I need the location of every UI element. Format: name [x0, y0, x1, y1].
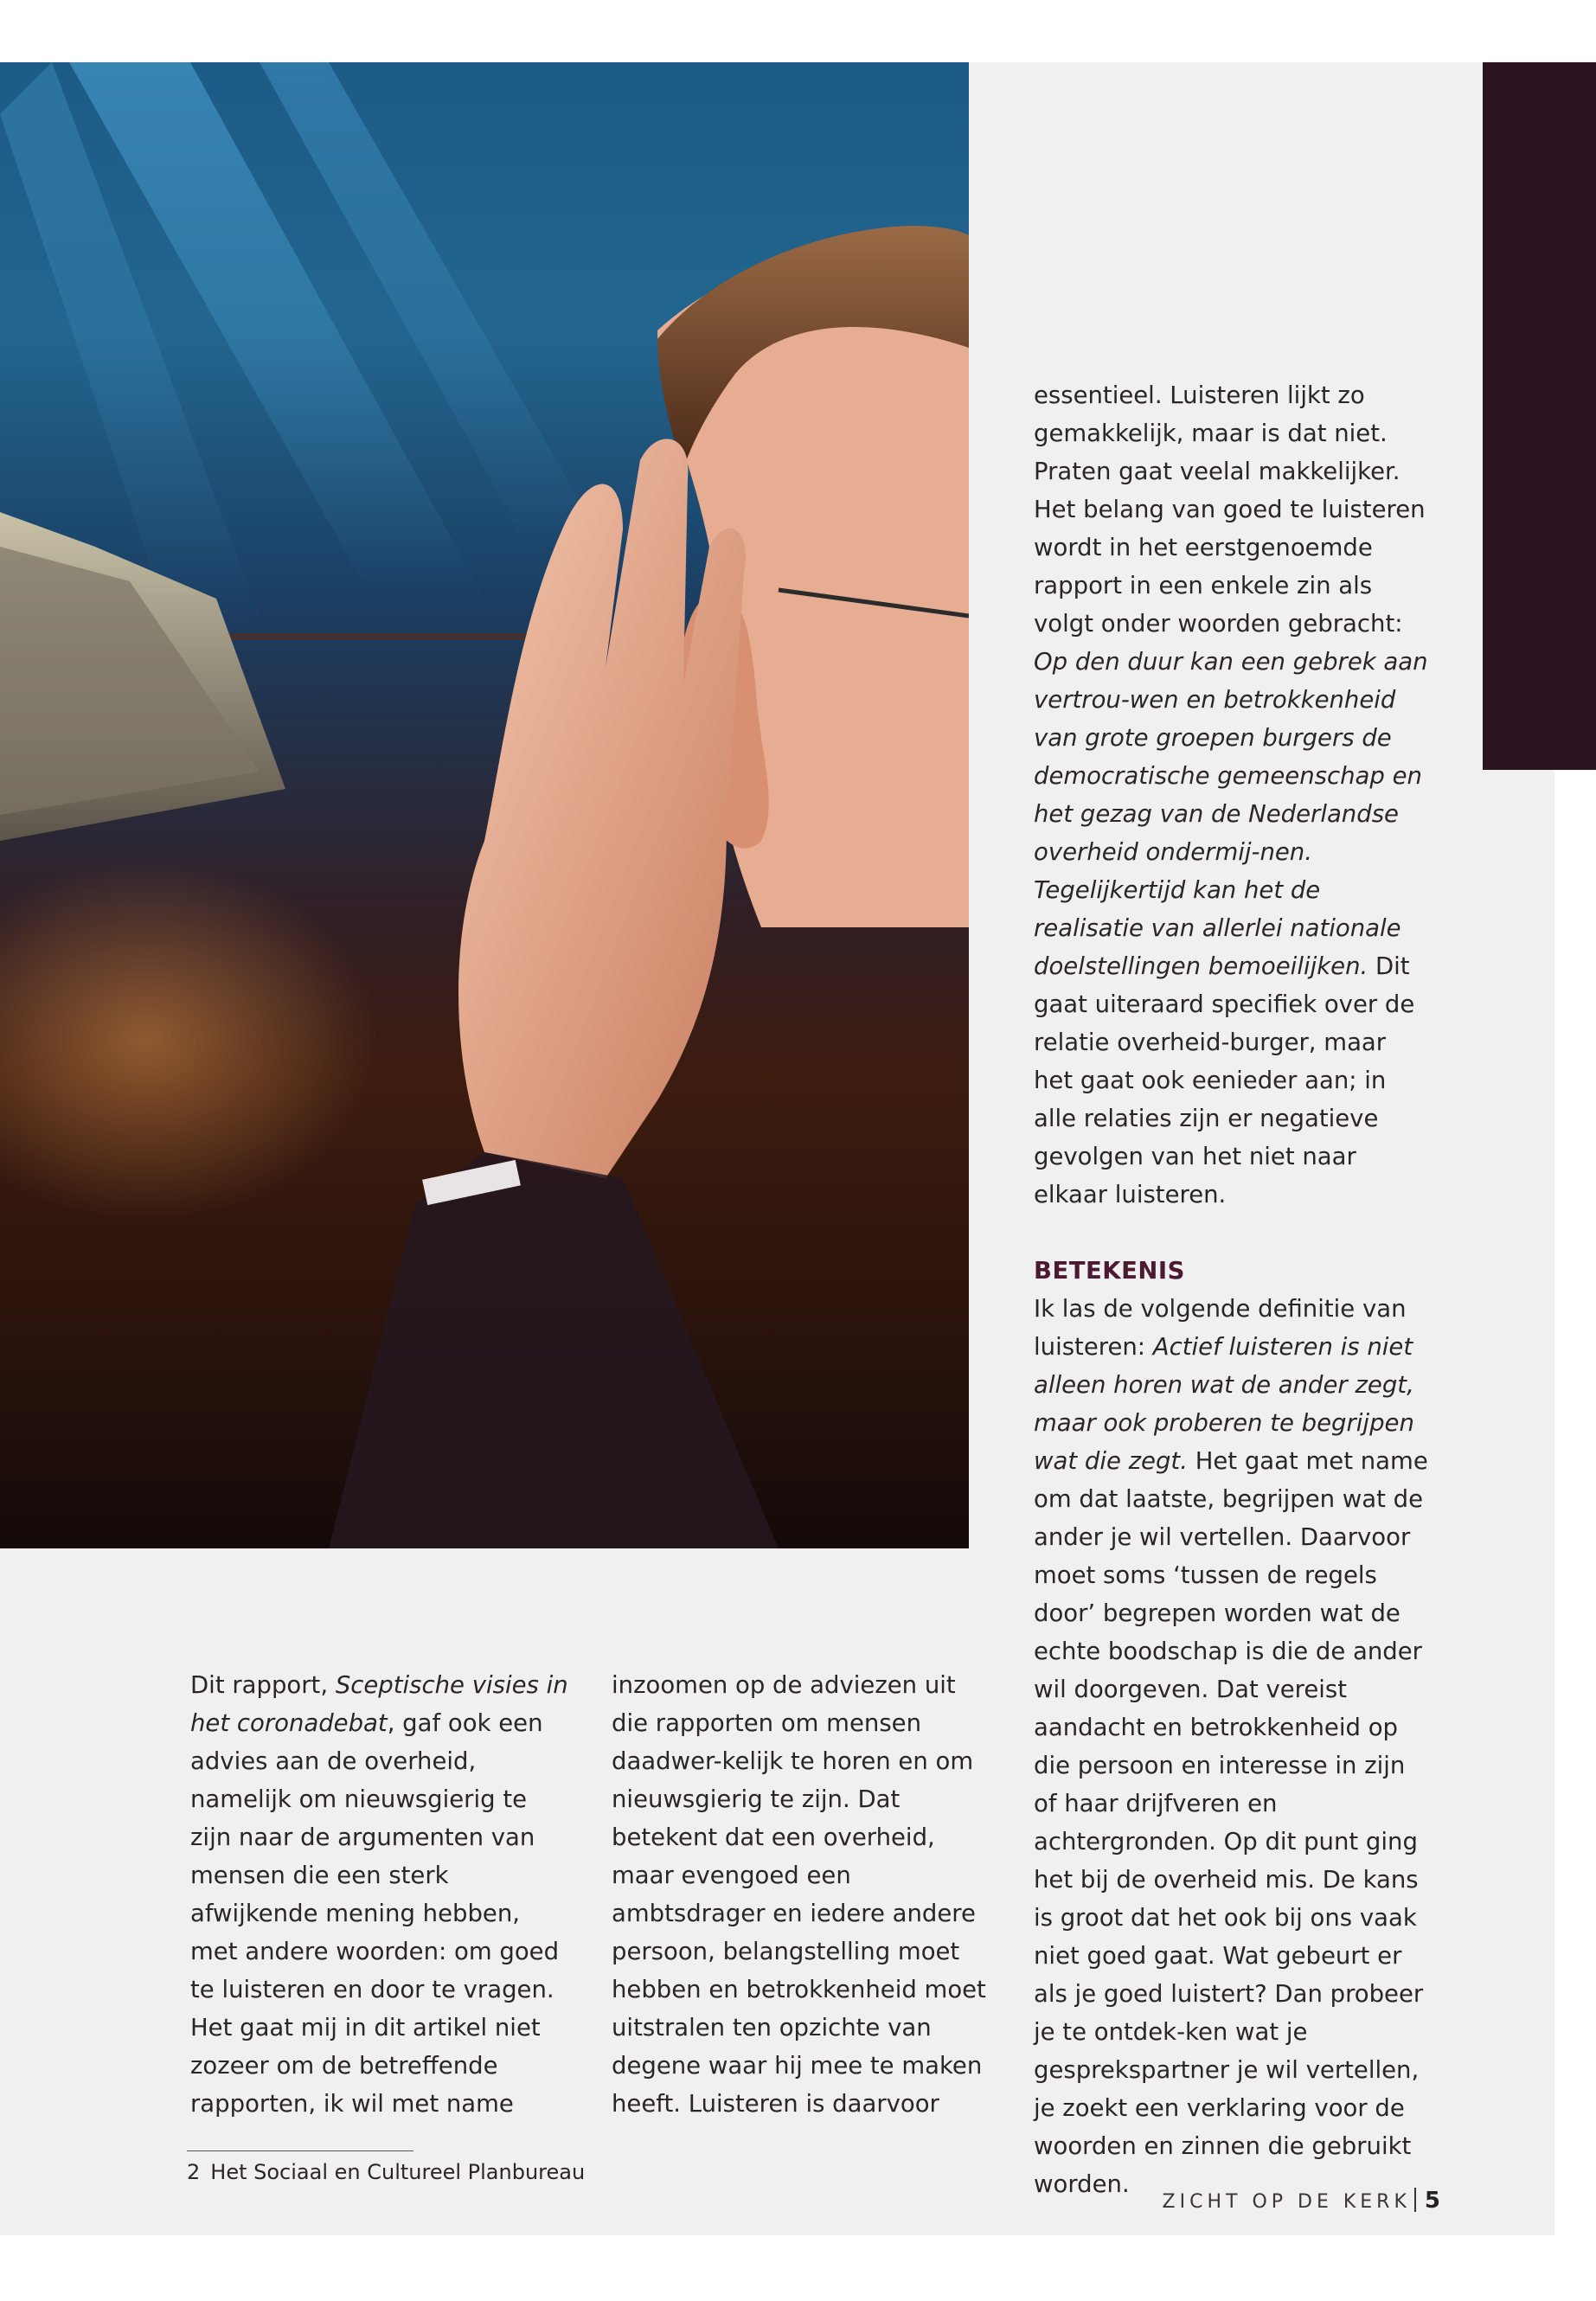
- article-column-left: [190, 1666, 571, 2123]
- article-column-right: [1034, 376, 1432, 2203]
- paragraph-essentieel: [1034, 376, 1432, 1214]
- paragraph-betekenis: [1034, 1290, 1432, 2203]
- text-line: essentieel. Luisteren lijkt zo: [1034, 381, 1365, 409]
- text-continuation: Dit gaat uiteraard specifiek over de relatie overheid-burger, maar het gaat ook eenieder aan; in alle relaties zijn er negatieve gevolgen van het niet naar elkaar luisteren.: [1034, 952, 1415, 1208]
- paragraph-inzoomen: inzoomen op de adviezen uit die rapporten om mensen daadwer-kelijk te horen en om nieuwsgierig te zijn. Dat betekent dat een overheid, maar evengoed een ambtsdrager en iedere andere persoon, belangstelling moet hebben en betrokkenheid moet uitstralen ten opzichte van degene waar hij mee te maken heeft. Luisteren is daarvoor: [612, 1671, 986, 2118]
- text-line: Het belang van goed te luisteren: [1034, 496, 1426, 523]
- text-intro: Ik las de volgende definitie van luisteren:: [1034, 1295, 1407, 1361]
- paragraph-artikel: Het gaat mij in dit artikel niet zozeer om de betreffende rapporten, ik wil met name: [190, 2014, 541, 2118]
- page-number: 5: [1424, 2188, 1440, 2214]
- text-line: gemakkelijk, maar is dat niet.: [1034, 420, 1388, 447]
- article-column-middle: [612, 1666, 992, 2123]
- section-heading-betekenis: BETEKENIS: [1034, 1257, 1185, 1285]
- text-line: wordt in het eerstgenoemde: [1034, 534, 1373, 561]
- text-continuation: , gaf ook een advies aan de overheid, namelijk om nieuwsgierig te zijn naar de argumenten van mensen die een sterk afwijkende mening hebben, met andere woorden: om goed te luisteren en door te vragen.: [190, 1709, 560, 2003]
- running-footer: [1125, 2186, 1440, 2217]
- footnote-text: Het Sociaal en Cultureel Planbureau: [210, 2160, 586, 2184]
- text-continuation: Het gaat met name om dat laatste, begrijpen wat de ander je wil vertellen. Daarvoor moet soms ‘tussen de regels door’ begrepen worden wat de echte boodschap is die de ander wil doorgeven. Dat vereist aandacht en betrokkenheid op die persoon en interesse in zijn of haar drijfveren en achtergronden. Op dit punt ging het bij de overheid mis. De kans is groot dat het ook bij ons vaak niet goed gaat. Wat gebeurt er als je goed luistert? Dan probeer je te ontdek-ken wat je gesprekspartner je wil vertellen, je zoekt een verklaring voor de woorden en zinnen die gebruikt worden.: [1034, 1447, 1428, 2198]
- text-intro: Dit rapport,: [190, 1671, 336, 1699]
- footnote-number: 2: [187, 2160, 201, 2184]
- footnote: [187, 2157, 585, 2187]
- text-line: onder woorden gebracht:: [1100, 610, 1403, 638]
- quote-definition: Actief luisteren is niet alleen horen wat de ander zegt, maar ook proberen te begrijpen wat die zegt.: [1034, 1333, 1414, 1475]
- quote-report: Op den duur kan een gebrek aan vertrou-wen en betrokkenheid van grote groepen burgers de democratische gemeenschap en het gezag van de Nederlandse overheid ondermij-nen. Tegelijkertijd kan het de realisatie van allerlei nationale doelstellingen bemoeilijken.: [1034, 648, 1428, 980]
- ear-listening-photo-icon: [0, 62, 969, 1548]
- text-line: Praten gaat veelal makkelijker.: [1034, 458, 1401, 485]
- decorative-dark-bar: [1483, 62, 1596, 770]
- footnote-divider: [187, 2150, 413, 2151]
- magazine-name: ZICHT OP DE KERK: [1162, 2191, 1411, 2213]
- footer-separator: [1414, 2188, 1416, 2212]
- report-title: Sceptische visies in het coronadebat: [190, 1671, 568, 1737]
- text-line: rapport in een enkele zin als volgt: [1034, 572, 1373, 638]
- paragraph-rapport: [190, 1666, 571, 2009]
